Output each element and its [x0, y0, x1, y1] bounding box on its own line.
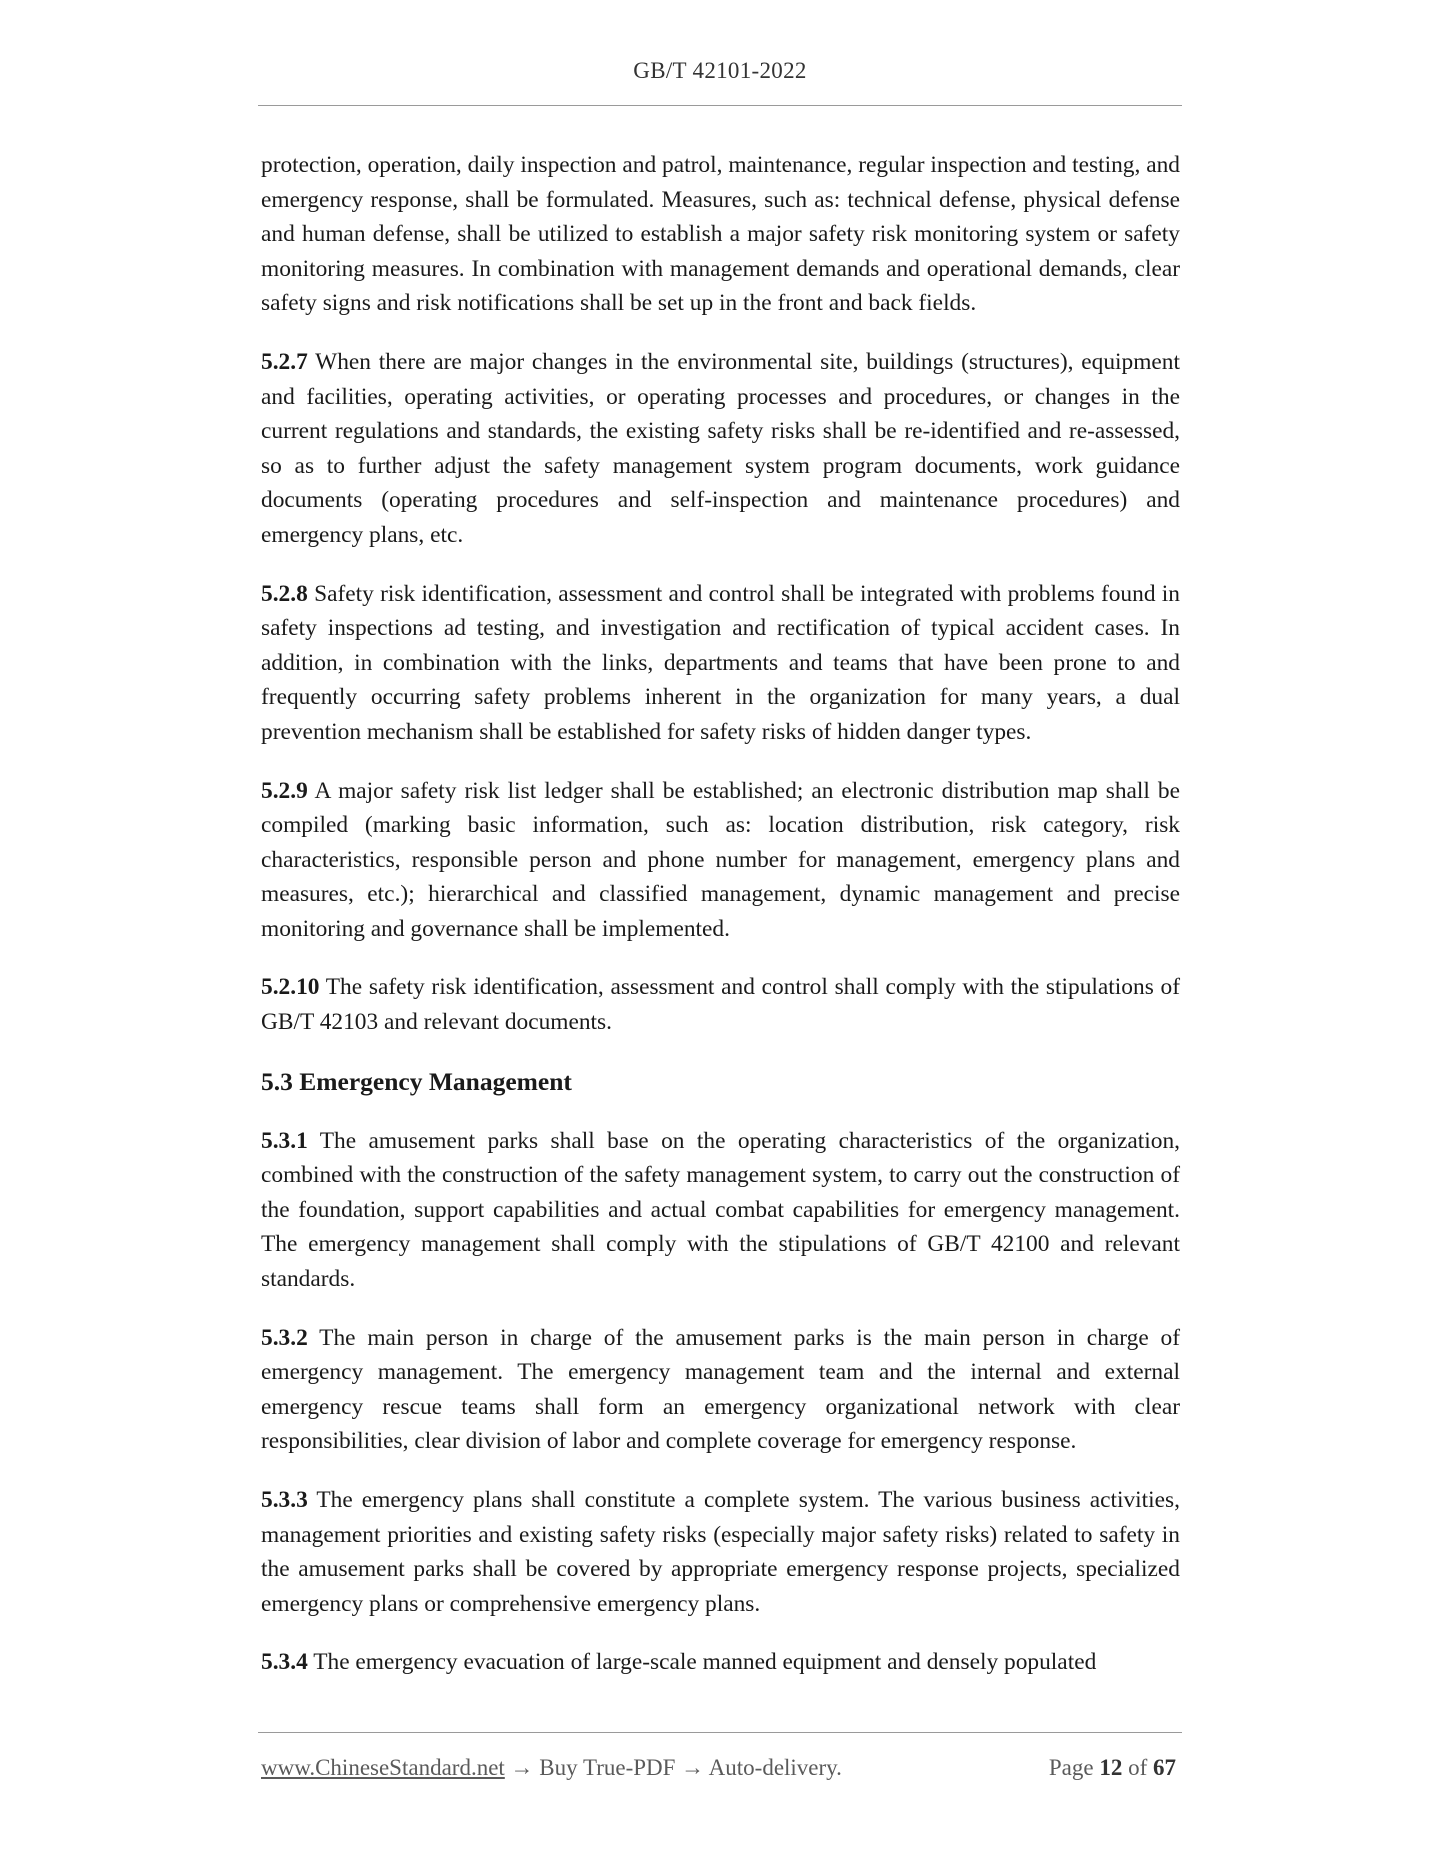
clause-text: A major safety risk list ledger shall be established; an electronic distribution map shall be compiled (marking basic information, such as: location distribution, risk category, risk characteristics, responsible person and phone number for management, emergency plans and measures, etc.); hierarchical and classified management, dynamic management and precise monitoring and governance shall be implemented.	[261, 777, 1180, 942]
paragraph-continued	[261, 148, 1180, 321]
clause-text: The emergency evacuation of large-scale manned equipment and densely populated	[307, 1649, 1097, 1676]
clause-5-2-9	[261, 774, 1180, 947]
website-link[interactable]: www.ChineseStandard.net	[261, 1755, 505, 1780]
clause-number: 5.3.2	[261, 1324, 308, 1351]
clause-5-2-7	[261, 345, 1180, 553]
section-heading: 5.3 Emergency Management	[261, 1066, 572, 1096]
clause-text: The amusement parks shall base on the operating characteristics of the organization, combined with the construction of the safety management system, to carry out the construction of the foundation, support capabilities and actual combat capabilities for emergency management. The emergency management shall comply with the stipulations of GB/T 42100 and relevant standards.	[261, 1127, 1180, 1293]
footer-promo	[261, 1755, 842, 1781]
paragraph-text: protection, operation, daily inspection and patrol, maintenance, regular inspection and testing, and emergency response, shall be formulated. Measures, such as: technical defense, physical defense and human defense, shall be utilized to establish a major safety risk monitoring system or safety monitoring measures. In combination with management demands and operational demands, clear safety signs and risk notifications shall be set up in the front and back fields.	[261, 152, 1180, 317]
clause-text: When there are major changes in the environmental site, buildings (structures), equipment and facilities, operating activities, or operating processes and procedures, or changes in the current regulations and standards, the existing safety risks shall be re-identified and re-assessed, so as to further adjust the safety management system program documents, work guidance documents (operating procedures and self-inspection and maintenance procedures) and emergency plans, etc.	[261, 348, 1180, 548]
clause-text: The emergency plans shall constitute a complete system. The various business activities, management priorities and existing safety risks (especially major safety risks) related to safety in the amusement parks shall be covered by appropriate emergency response projects, specialized emergency plans or comprehensive emergency plans.	[261, 1487, 1180, 1617]
clause-number: 5.3.1	[261, 1127, 308, 1154]
clause-number: 5.3.3	[261, 1487, 308, 1513]
clause-5-3-4	[261, 1645, 1180, 1680]
page-body	[261, 148, 1180, 1704]
page-word: Page	[1048, 1755, 1094, 1780]
page-current: 12	[1099, 1755, 1123, 1780]
footer-divider	[258, 1732, 1182, 1733]
clause-number: 5.3.4	[261, 1649, 308, 1676]
header-divider	[258, 105, 1182, 106]
clause-5-2-8	[261, 577, 1180, 750]
page-header-title: GB/T 42101-2022	[633, 58, 807, 83]
clause-number: 5.2.9	[261, 777, 308, 804]
page-total: 67	[1153, 1755, 1176, 1780]
clause-text: The safety risk identification, assessment and control shall comply with the stipulations of GB/T 42103 and relevant documents.	[261, 974, 1180, 1036]
clause-5-3-2	[261, 1321, 1180, 1459]
clause-number: 5.2.10	[261, 974, 320, 1001]
footer-promo-text: → Buy True-PDF → Auto-delivery.	[504, 1755, 842, 1780]
page-of-word: of	[1128, 1755, 1148, 1780]
clause-5-3-3	[261, 1483, 1180, 1621]
clause-number: 5.2.7	[261, 348, 308, 375]
page-number	[1049, 1755, 1176, 1781]
clause-number: 5.2.8	[261, 580, 308, 607]
clause-text: Safety risk identification, assessment and control shall be integrated with problems found in safety inspections ad testing, and investigation and rectification of typical accident cases. In addition, in combination with the links, departments and teams that have been prone to and frequently occurring safety problems inherent in the organization for many years, a dual prevention mechanism shall be established for safety risks of hidden danger types.	[261, 580, 1180, 745]
clause-5-2-10	[261, 970, 1180, 1039]
clause-text: The main person in charge of the amusement parks is the main person in charge of emergency management. The emergency management team and the internal and external emergency rescue teams shall form an emergency organizational network with clear responsibilities, clear division of labor and complete coverage for emergency response.	[261, 1324, 1180, 1455]
clause-5-3-1	[261, 1124, 1180, 1297]
